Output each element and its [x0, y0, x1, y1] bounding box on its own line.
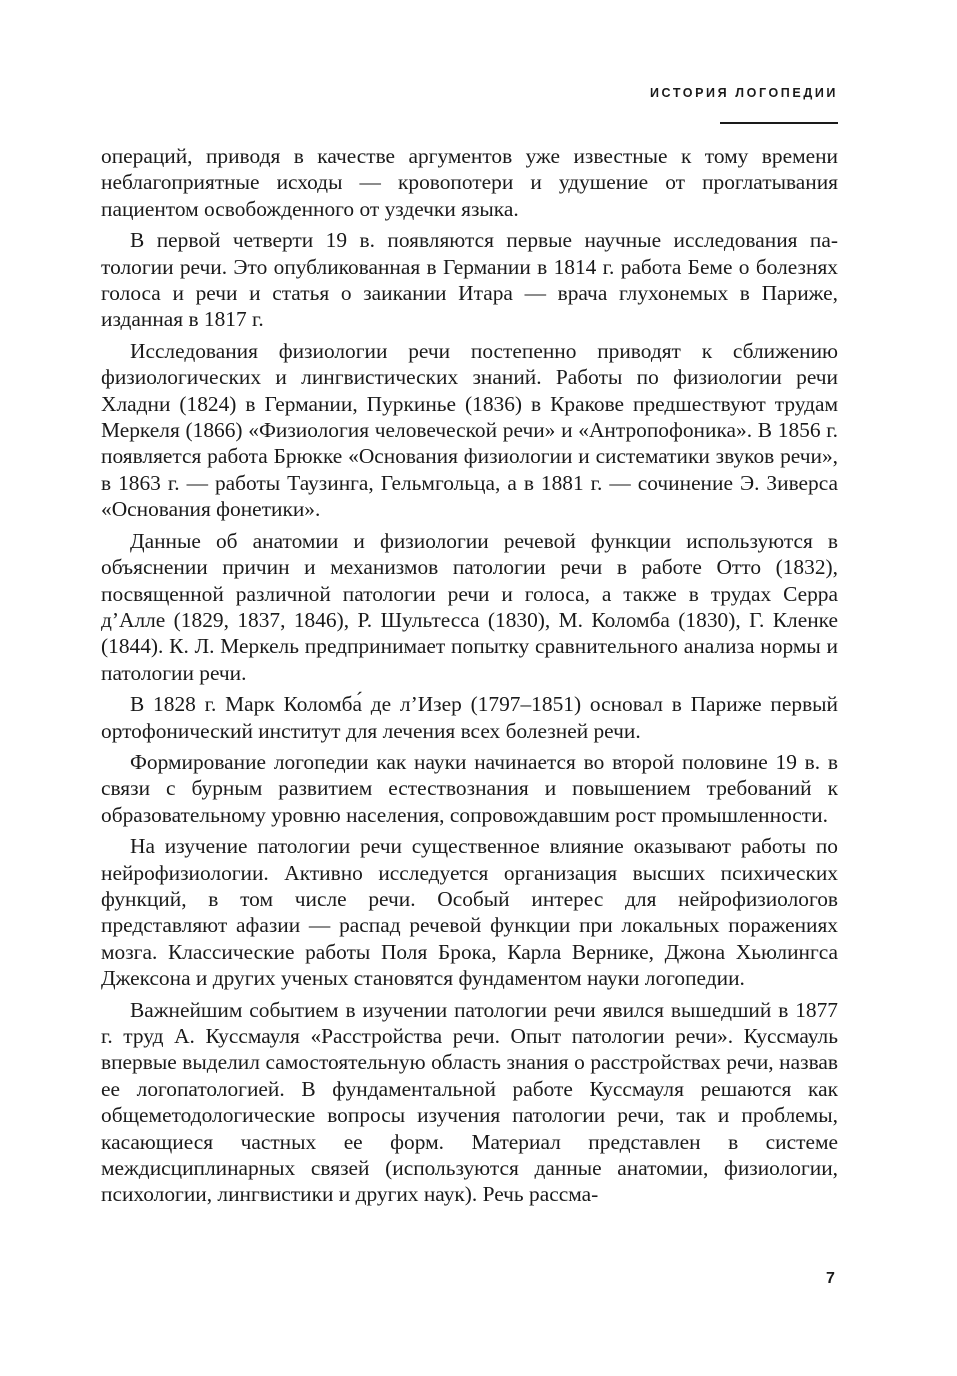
paragraph-continuation: операций, приводя в качестве аргументов уже известные к тому времени неблагоприятные исходы — кровопотери и удушение от проглатывания пациентом освобожденного от уздечки языка.: [101, 144, 838, 221]
body-text: [101, 143, 838, 1213]
running-header-title: ИСТОРИЯ ЛОГОПЕДИИ: [649, 86, 838, 100]
paragraph: Важнейшим событием в изучении патологии речи явился вышедший в 1877 г. труд А. Куссмауля «Расстройства речи. Опыт патологии речи». Куссмауль впервые выделил самостоятельную область знания о расстройствах речи, назвав ее логопатологией. В фундаментальной работе Куссмауля решаются как общеметодологические вопросы изучения патологии речи, так и проблемы, касающиеся частных ее форм. Материал представлен в системе междисциплинарных связей (используются данные анатомии, физиологии, психологии, лингвистики и других наук). Речь рассма-: [101, 997, 838, 1207]
page-number: 7: [826, 1270, 835, 1287]
header-rule: [720, 122, 838, 124]
paragraph: На изучение патологии речи существенное влияние оказывают работы по нейрофизиологии. Активно исследуется организация высших психических функций, в том числе речи. Особый интерес для нейрофизиологов представляют афазии — распад речевой функции при локальных поражениях мозга. Классические работы Поля Брока, Карла Вернике, Джона Хьюлингса Джексона и других ученых становятся фундаментом науки логопедии.: [101, 834, 838, 991]
paragraph: В первой четверти 19 в. появляются первые научные исследования патологии речи. Это опубликованная в Германии в 1814 г. работа Беме о болезнях голоса и речи и статья о заикании Итара — врача глухонемых в Париже, изданная в 1817 г.: [101, 228, 838, 332]
paragraph: В 1828 г. Марк Коломба́ де л’Изер (1797–1851) основал в Париже первый ортофонический институт для лечения всех болезней речи.: [101, 692, 838, 743]
paragraph: Данные об анатомии и физиологии речевой функции используются в объяснении причин и механизмов патологии речи в работе Отто (1832), посвященной различной патологии речи и голоса, а также в трудах Серра д’Алле (1829, 1837, 1846), Р. Шультесса (1830), М. Коломба (1830), Г. Кленке (1844). К. Л. Меркель предпринимает попытку сравнительного анализа нормы и патологии речи.: [101, 528, 838, 685]
paragraph: Исследования физиологии речи постепенно приводят к сближению физиологических и лингвистических знаний. Работы по физиологии речи Хладни (1824) в Германии, Пуркинье (1836) в Кракове предшествуют трудам Меркеля (1866) «Физиология человеческой речи» и «Антропофоника». В 1856 г. появляется работа Брюкке «Основания физиологии и систематики звуков речи», в 1863 г. — работы Таузинга, Гельмгольца, а в 1881 г. — сочинение Э. Зиверса «Основания фонетики».: [101, 338, 838, 522]
paragraph: Формирование логопедии как науки начинается во второй половине 19 в. в связи с бурным развитием естествознания и повышением требований к образовательному уровню населения, сопровождавшим рост промышленности.: [101, 749, 838, 827]
